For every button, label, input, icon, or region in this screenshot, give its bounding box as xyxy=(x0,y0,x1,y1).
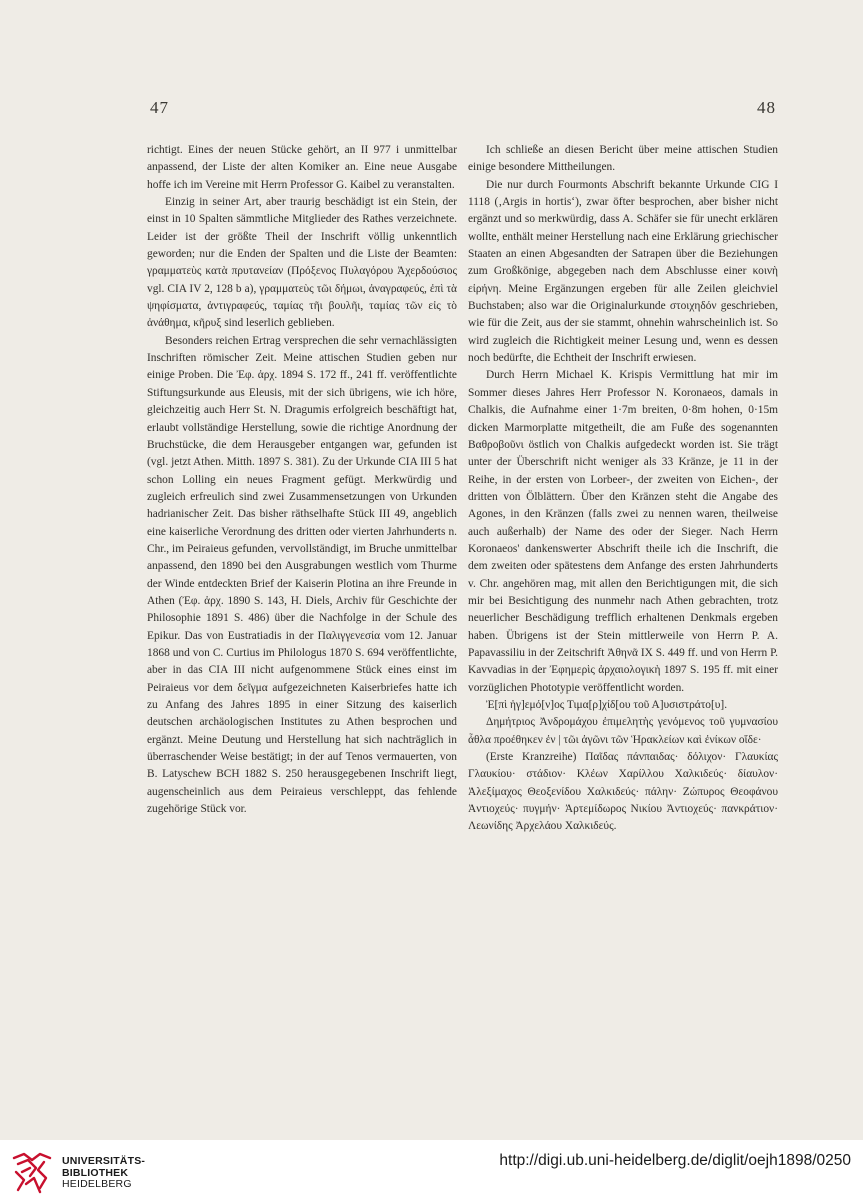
university-logo-icon xyxy=(10,1150,56,1196)
paragraph: Ich schließe an diesen Bericht über meine attischen Studien einige besondere Mittheilungen. xyxy=(468,144,778,174)
institution-line: UNIVERSITÄTS- xyxy=(62,1155,146,1167)
paragraph: richtigt. Eines der neuen Stücke gehört, an II 977 i unmittelbar anpassend, der Liste der alten Komiker an. Eine neue Ausgabe hoffe ich im Vereine mit Herrn Professor G. Kaibel zu veranstalten. xyxy=(147,144,457,191)
inscription-text: (Erste Kranzreihe) Παῖδας πάνπαιδας· δόλιχον· Γλαυκίας Γλαυκίου· στάδιον· Κλέων Χαρίλλου Χαλκιδεύς· δίαυλον· Ἀλεξίμαχος Θεοξενίδου Χαλκιδεύς· πάλην· Ζώπυρος Θεοφάνου Ἀντιοχεύς· πυγμήν· Ἀρτεμίδωρος Νικίου Ἀντιοχεύς· πανκράτιον· Λεωνίδης Ἀρχελάου Χαλκιδεύς. xyxy=(468,751,778,833)
source-url-link[interactable]: http://digi.ub.uni-heidelberg.de/diglit/oejh1898/0250 xyxy=(499,1152,851,1169)
institution-line: HEIDELBERG xyxy=(62,1178,132,1190)
institution-name xyxy=(62,1156,145,1191)
footer-bar xyxy=(0,1140,863,1204)
institution-line: BIBLIOTHEK xyxy=(62,1166,129,1179)
inscription-heading: Ἐ[πὶ ἡγ]εμό[ν]ος Τιμα[ρ]χίδ[ου τοῦ Α]υσιστράτο[υ]. xyxy=(486,699,728,711)
page-number-right: 48 xyxy=(757,98,776,117)
inscription-text: Δημήτριος Ἀνδρομάχου ἐπιμελητὴς γενόμενος τοῦ γυμνασίου ἆθλα προέθηκεν ἐν | τῶι ἀγῶνι τῶν Ἡρακλείων καὶ ἐνίκων οἵδε· xyxy=(468,716,778,746)
right-column xyxy=(468,142,778,836)
paragraph: Besonders reichen Ertrag versprechen die sehr vernachlässigten Inschriften römischer Zeit. Meine attischen Studien geben nur einige Proben. Die Ἐφ. ἀρχ. 1894 S. 172 ff., 241 ff. veröffentlichte Stiftungsurkunde aus Eleusis, mit der sich übrigens, wie ich höre, gleichzeitig auch Herr St. N. Dragumis erfolgreich beschäftigt hat, erlaubt vollständige Herstellung, sowie die richtige Anordnung der Bruchstücke, die dem Herausgeber entgangen war, gefunden ist (vgl. jetzt Athen. Mitth. 1897 S. 381). Zu der Urkunde CIA III 5 hat schon Lolling ein neues Fragment gefügt. Merkwürdig und zugleich erfreulich sind zwei Zusammensetzungen von Urkunden hadrianischer Zeit. Das bisher räthselhafte Stück III 49, angeblich eine kaiserliche Verordnung des dritten oder vierten Jahrhunderts n. Chr., im Peiraieus gefunden, vervollständigt, im Bruche unmittelbar anpassend, den 1890 bei den Ausgrabungen westlich vom Thurme der Winde entdeckten Brief der Kaiserin Plotina an ihre Freunde in Athen (Ἐφ. ἀρχ. 1890 S. 143, H. Diels, Archiv für Geschichte der Philosophie 1891 S. 486) über die Nachfolge in der Schule des Epikur. Das von Eustratiadis in der Παλιγγενεσία vom 12. Januar 1868 und von C. Curtius im Philologus 1870 S. 694 veröffentlichte, aber in das CIA III nicht aufgenommene Stück eines einst im Peiraieus vor dem δεῖγμα aufgezeichneten Kaiserbriefes hatte ich zu Anfang des Jahres 1895 in einer Sitzung des kaiserlich deutschen archäologischen Institutes zu Athen besprochen und ergänzt. Meine Deutung und Herstellung hat sich nachträglich in überraschender Weise bestätigt; in der auf Tenos vermauerten, von B. Latyschew BCH 1882 S. 250 herausgegebenen Inschrift liegt, augenscheinlich aus dem Peiraieus verschleppt, das fehlende zugehörige Stück vor. xyxy=(147,334,457,816)
left-column xyxy=(147,142,457,818)
paragraph: Durch Herrn Michael K. Krispis Vermittlung hat mir im Sommer dieses Jahres Herr Professor N. Koronaeos, damals in Chalkis, die Aufnahme einer 1·7m breiten, 0·8m hohen, 0·15m dicken Marmorplatte mitgetheilt, die am Fuße des sogenannten Βαθροβοῦνι östlich von Chalkis aufgedeckt worden ist. Sie trägt unter der Überschrift nicht weniger als 33 Kränze, je 11 in der Reihe, in der ersten von Lorbeer-, der zweiten von Eichen-, der dritten von Ölblättern. Über den Kränzen steht die Angabe des Agones, in den Kränzen (falls zwei zu nennen waren, theilweise auch außerhalb) der Name des oder der Sieger. Nach Herrn Koronaeos' dankenswerter Abschrift theile ich die Inschrift, die dem zweiten oder spätestens dem Anfange des ersten Jahrhunderts v. Chr. angehören mag, mit allen den Berichtigungen mit, die sich mir bei Besichtigung des nunmehr nach Athen gebrachten, trotz neuerlicher Beschädigung trefflich erhaltenen Denkmals ergeben haben. Übrigens ist der Stein mittlerweile von Herrn P. A. Papavassiliu in der Zeitschrift Ἀθηνᾶ IX S. 449 ff. und von Herrn P. Kavvadias in der Ἐφημερὶς ἀρχαιολογικὴ 1897 S. 195 ff. mit einer vorzüglichen Phototypie veröffentlicht worden. xyxy=(468,369,778,694)
page-number-left: 47 xyxy=(150,98,169,117)
paragraph: Die nur durch Fourmonts Abschrift bekannte Urkunde CIG I 1118 (‚Argis in hortis‘), zwar öfter besprochen, aber bisher nicht ergänzt und so merkwürdig, dass A. Schäfer sie für unecht erklären wollte, enthält meiner Herstellung nach eine Erklärung griechischer Staaten an einen Abgesandten der Satrapen über die Beziehungen zum Großkönige, abgegeben nach dem Abschlusse einer κοινὴ εἰρήνη. Meine Ergänzungen ergeben für alle Zeilen gleichviel Buchstaben; also war die Originalurkunde στοιχηδόν geschrieben, wie für die Zeit, aus der sie stammt, ohnehin wahrscheinlich ist. So wird zugleich die Richtigkeit meiner Lesung und, wenn es dessen noch bedürfte, die Echtheit der Inschrift erwiesen. xyxy=(468,178,778,365)
paragraph: Einzig in seiner Art, aber traurig beschädigt ist ein Stein, der einst in 10 Spalten sämmtliche Mitglieder des Rathes verzeichnete. Leider ist der größte Theil der Inschrift völlig unkenntlich geworden; nur die Enden der Spalten und die Liste der Beamten: γραμματεὺς κατὰ πρυτανείαν (Πρόξενος Πυλαγόρου Ἀχερδούσιος vgl. CIA IV 2, 128 b a), γραμματεὺς τῶι δήμωι, ἀναγραφεύς, ἐπὶ τὰ ψηφίσματα, ἀντιγραφεύς, ταμίας τῆι βουλῆι, ταμίας τῶν εἰς τὸ ἀνάθημα, κῆρυξ sind leserlich geblieben. xyxy=(147,196,457,330)
